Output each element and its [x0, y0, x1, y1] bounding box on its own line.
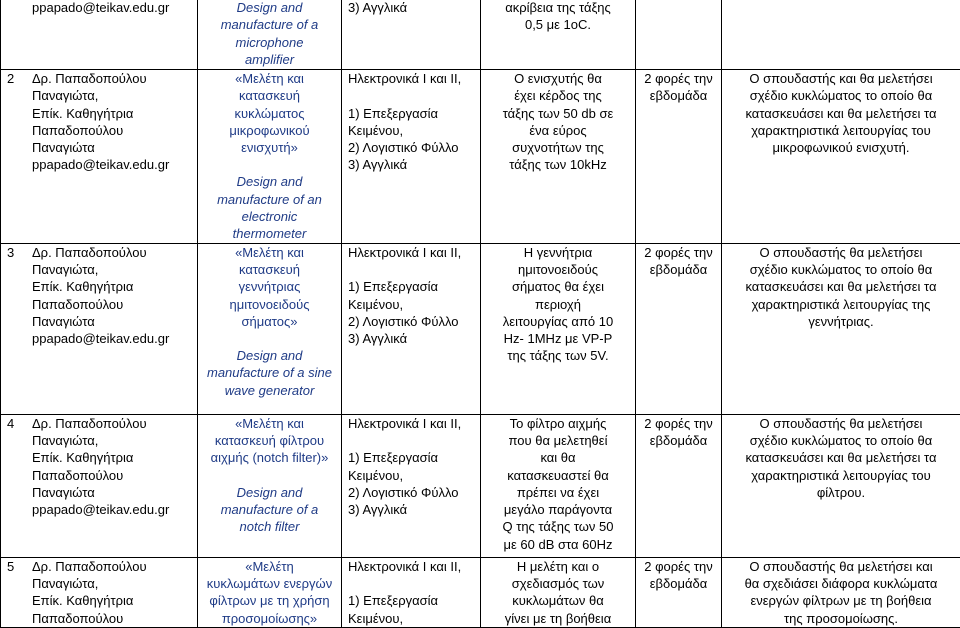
requirements-cell — [481, 414, 636, 557]
topic-greek-line: «Μελέτη — [202, 558, 337, 575]
supervisor-email[interactable]: ppapado@teikav.edu.gr — [32, 156, 169, 173]
requirement-line: λειτουργίας από 10 — [487, 313, 629, 330]
table-row — [1, 70, 960, 244]
table-row — [1, 414, 960, 557]
course-line: 3) Αγγλικά — [348, 0, 480, 16]
description-line: χαρακτηριστικά λειτουργίας του — [728, 122, 954, 139]
requirement-line: συχνοτήτων της — [487, 139, 629, 156]
topic-cell — [198, 70, 342, 244]
frequency-line: εβδομάδα — [640, 261, 717, 278]
courses-cell — [342, 0, 481, 70]
topic-greek-line: μικροφωνικού — [202, 122, 337, 139]
supervisor-line: Παναγιώτα, — [32, 87, 169, 104]
requirement-line: Hz- 1MHz με VP-P — [487, 330, 629, 347]
course-line: Ηλεκτρονικά Ι και ΙΙ, — [348, 244, 480, 261]
requirement-line: Η μελέτη και ο — [487, 558, 629, 575]
row-number: 5 — [7, 558, 32, 627]
supervisor-cell — [1, 557, 198, 627]
row-number — [7, 0, 32, 16]
description-line: γεννήτριας. — [728, 313, 954, 330]
course-line: Κειμένου, — [348, 610, 480, 627]
requirement-line: γίνει με τη βοήθεια — [487, 610, 629, 627]
topic-greek-line: «Μελέτη και — [202, 244, 337, 261]
supervisor-cell — [1, 0, 198, 70]
description-line: Ο σπουδαστής και θα μελετήσει — [728, 70, 954, 87]
requirement-line: Η γεννήτρια — [487, 244, 629, 261]
supervisor-cell — [1, 70, 198, 244]
course-line: 2) Λογιστικό Φύλλο — [348, 139, 480, 156]
course-line — [348, 432, 480, 449]
requirement-line: κατασκευαστεί θα — [487, 467, 629, 484]
supervisor-line: Παναγιώτα, — [32, 432, 169, 449]
requirement-line: κυκλωμάτων θα — [487, 592, 629, 609]
supervisor-line: Παναγιώτα — [32, 313, 169, 330]
requirements-cell — [481, 243, 636, 414]
frequency-cell — [636, 0, 722, 70]
course-line: Ηλεκτρονικά Ι και ΙΙ, — [348, 415, 480, 432]
requirement-line: ένα εύρος — [487, 122, 629, 139]
supervisor-line: Παπαδοπούλου — [32, 296, 169, 313]
courses-cell — [342, 414, 481, 557]
course-line: Κειμένου, — [348, 296, 480, 313]
description-line: Ο σπουδαστής θα μελετήσει — [728, 415, 954, 432]
frequency-cell — [636, 414, 722, 557]
supervisor-email[interactable]: ppapado@teikav.edu.gr — [32, 501, 169, 518]
topic-english-line: Design and — [202, 347, 337, 364]
topic-greek-line: γεννήτριας — [202, 278, 337, 295]
topic-greek-line: φίλτρων με τη χρήση — [202, 592, 337, 609]
supervisor-line: Παπαδοπούλου — [32, 467, 169, 484]
course-line: 2) Λογιστικό Φύλλο — [348, 484, 480, 501]
requirement-line: 0,5 με 1oC. — [487, 16, 629, 33]
frequency-line: εβδομάδα — [640, 87, 717, 104]
description-cell — [722, 0, 960, 70]
requirement-line: ακρίβεια της τάξης — [487, 0, 629, 16]
topic-greek-line: σήματος» — [202, 313, 337, 330]
supervisor-line: Παναγιώτα, — [32, 261, 169, 278]
supervisor-cell — [1, 414, 198, 557]
description-cell — [722, 70, 960, 244]
requirements-cell — [481, 557, 636, 627]
topic-cell — [198, 243, 342, 414]
requirement-line: μεγάλο παράγοντα — [487, 501, 629, 518]
topic-cell — [198, 557, 342, 627]
frequency-cell — [636, 557, 722, 627]
description-line: σχέδιο κυκλώματος το οποίο θα — [728, 261, 954, 278]
frequency-line: 2 φορές την — [640, 415, 717, 432]
topic-english-line: wave generator — [202, 382, 337, 399]
frequency-line: εβδομάδα — [640, 432, 717, 449]
frequency-line: 2 φορές την — [640, 558, 717, 575]
course-line: 1) Επεξεργασία — [348, 278, 480, 295]
course-line: 1) Επεξεργασία — [348, 449, 480, 466]
course-line: 3) Αγγλικά — [348, 330, 480, 347]
topic-english-line: amplifier — [202, 51, 337, 68]
course-line: 3) Αγγλικά — [348, 501, 480, 518]
description-line: χαρακτηριστικά λειτουργίας του — [728, 467, 954, 484]
requirement-line: τάξης των 10kHz — [487, 156, 629, 173]
description-cell — [722, 243, 960, 414]
requirement-line: με 60 dB στα 60Hz — [487, 536, 629, 553]
frequency-cell — [636, 243, 722, 414]
course-line — [348, 575, 480, 592]
row-number: 3 — [7, 244, 32, 348]
description-line: μικροφωνικού ενισχυτή. — [728, 139, 954, 156]
supervisor-line: Παπαδοπούλου — [32, 610, 147, 627]
frequency-cell — [636, 70, 722, 244]
requirement-line: περιοχή — [487, 296, 629, 313]
topic-cell — [198, 414, 342, 557]
description-cell — [722, 557, 960, 627]
topic-greek-line: ημιτονοειδούς — [202, 296, 337, 313]
requirements-cell — [481, 70, 636, 244]
topic-greek-line: κατασκευή — [202, 87, 337, 104]
supervisor-line: Παναγιώτα — [32, 139, 169, 156]
supervisor-line: Επίκ. Καθηγήτρια — [32, 592, 147, 609]
topic-greek-line: κατασκευή — [202, 261, 337, 278]
supervisor-cell — [1, 243, 198, 414]
supervisor-line: Παναγιώτα — [32, 484, 169, 501]
description-cell — [722, 414, 960, 557]
description-line: σχέδιο κυκλώματος το οποίο θα — [728, 432, 954, 449]
description-line: της προσομοίωσης. — [728, 610, 954, 627]
course-line: 1) Επεξεργασία — [348, 105, 480, 122]
topic-english-line: manufacture of a sine — [202, 364, 337, 381]
topic-english-line: manufacture of a — [202, 501, 337, 518]
topic-english-line: microphone — [202, 34, 337, 51]
topic-greek-line: προσομοίωσης» — [202, 610, 337, 627]
requirement-line: πρέπει να έχει — [487, 484, 629, 501]
table-row — [1, 243, 960, 414]
topic-english-line: electronic — [202, 208, 337, 225]
supervisor-line: Επίκ. Καθηγήτρια — [32, 105, 169, 122]
supervisor-line: Δρ. Παπαδοπούλου — [32, 70, 169, 87]
row-number: 2 — [7, 70, 32, 174]
supervisor-line: Δρ. Παπαδοπούλου — [32, 244, 169, 261]
topic-english-line: Design and — [202, 0, 337, 16]
course-line — [348, 87, 480, 104]
frequency-line: 2 φορές την — [640, 70, 717, 87]
frequency-line: 2 φορές την — [640, 244, 717, 261]
course-line: Ηλεκτρονικά Ι και ΙΙ, — [348, 70, 480, 87]
topic-english-line: thermometer — [202, 225, 337, 242]
description-line: κατασκευάσει και θα μελετήσει τα — [728, 278, 954, 295]
requirement-line: που θα μελετηθεί — [487, 432, 629, 449]
course-line: Ηλεκτρονικά Ι και ΙΙ, — [348, 558, 480, 575]
description-line: κατασκευάσει και θα μελετήσει τα — [728, 105, 954, 122]
requirement-line: Q της τάξης των 50 — [487, 518, 629, 535]
table-row — [1, 557, 960, 627]
topic-english-line: notch filter — [202, 518, 337, 535]
row-number: 4 — [7, 415, 32, 519]
topic-greek-line: «Μελέτη και — [202, 415, 337, 432]
course-line: 1) Επεξεργασία — [348, 592, 480, 609]
description-line: σχέδιο κυκλώματος το οποίο θα — [728, 87, 954, 104]
description-line: χαρακτηριστικά λειτουργίας της — [728, 296, 954, 313]
course-line: 2) Λογιστικό Φύλλο — [348, 313, 480, 330]
requirement-line: Ο ενισχυτής θα — [487, 70, 629, 87]
description-line: Ο σπουδαστής θα μελετήσει και — [728, 558, 954, 575]
requirement-line: και θα — [487, 449, 629, 466]
courses-cell — [342, 70, 481, 244]
requirement-line: έχει κέρδος της — [487, 87, 629, 104]
courses-cell — [342, 243, 481, 414]
requirement-line: σήματος θα έχει — [487, 278, 629, 295]
supervisor-line: Επίκ. Καθηγήτρια — [32, 449, 169, 466]
topic-english-line: Design and — [202, 173, 337, 190]
course-line: 3) Αγγλικά — [348, 156, 480, 173]
description-line: κατασκευάσει και θα μελετήσει τα — [728, 449, 954, 466]
frequency-line: εβδομάδα — [640, 575, 717, 592]
topic-english-line: manufacture of an — [202, 191, 337, 208]
topic-greek-line: κυκλωμάτων ενεργών — [202, 575, 337, 592]
topic-english-line: Design and — [202, 484, 337, 501]
topic-greek-line: ενισχυτή» — [202, 139, 337, 156]
topic-cell — [198, 0, 342, 70]
supervisor-line: Δρ. Παπαδοπούλου — [32, 415, 169, 432]
supervisor-line: Παπαδοπούλου — [32, 122, 169, 139]
requirement-line: ημιτονοειδούς — [487, 261, 629, 278]
supervisor-line: Παναγιώτα, — [32, 575, 147, 592]
supervisor-line: Επίκ. Καθηγήτρια — [32, 278, 169, 295]
topic-greek-line: αιχμής (notch filter)» — [202, 449, 337, 466]
topic-greek-line: «Μελέτη και — [202, 70, 337, 87]
supervisor-email[interactable]: ppapado@teikav.edu.gr — [32, 0, 169, 16]
topic-greek-line: κυκλώματος — [202, 105, 337, 122]
course-line: Κειμένου, — [348, 122, 480, 139]
supervisor-email[interactable]: ppapado@teikav.edu.gr — [32, 330, 169, 347]
courses-cell — [342, 557, 481, 627]
requirement-line: τάξης των 50 db σε — [487, 105, 629, 122]
description-line: Ο σπουδαστής θα μελετήσει — [728, 244, 954, 261]
course-line — [348, 261, 480, 278]
topic-greek-line: κατασκευή φίλτρου — [202, 432, 337, 449]
description-line: ενεργών φίλτρων με τη βοήθεια — [728, 592, 954, 609]
requirement-line: της τάξης των 5V. — [487, 347, 629, 364]
requirement-line: σχεδιασμός των — [487, 575, 629, 592]
requirements-cell — [481, 0, 636, 70]
supervisor-line: Δρ. Παπαδοπούλου — [32, 558, 147, 575]
description-line: φίλτρου. — [728, 484, 954, 501]
topic-english-line: manufacture of a — [202, 16, 337, 33]
table-row — [1, 0, 960, 70]
requirement-line: Το φίλτρο αιχμής — [487, 415, 629, 432]
course-line: Κειμένου, — [348, 467, 480, 484]
description-line: θα σχεδιάσει διάφορα κυκλώματα — [728, 575, 954, 592]
